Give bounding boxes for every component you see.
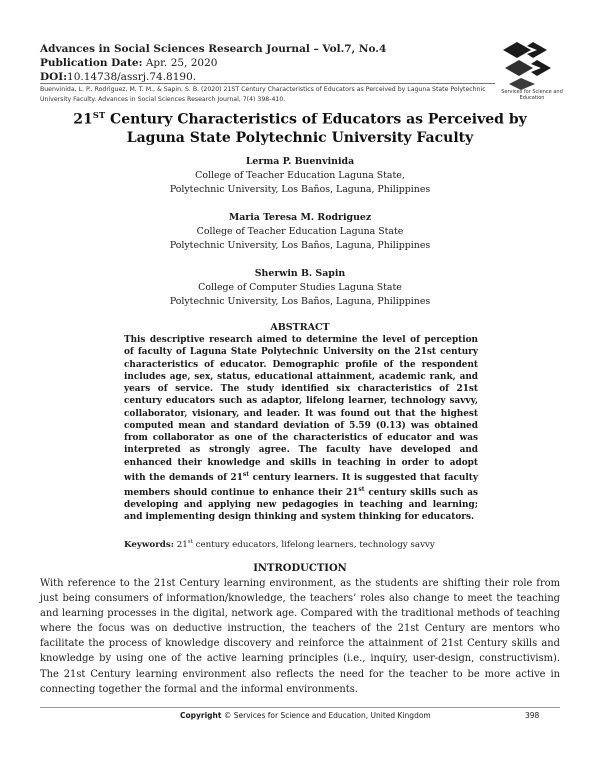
title-text: Century Characteristics of Educators as Perceived by Laguna State Polytechnic University Faculty (105, 111, 527, 146)
footer-copyright (180, 711, 510, 720)
title-number: 21 (73, 111, 93, 128)
doi-label: DOI: (40, 71, 68, 83)
author-affiliation: College of Computer Studies Laguna State (198, 282, 402, 293)
title-superscript: ST (92, 111, 106, 121)
author-block (60, 267, 540, 309)
abstract-part: This descriptive research aimed to determine the level of perception of faculty of Laguna State Polytechnic University on the 21st century characteristics of educator. Demographic profile of the respondent includes age, sex, status, educational attainment, academic rank, and years of service. The study identified six characteristics of 21st century educators such as adaptor, lifelong learner, technology savvy, collaborator, visionary, and leader. It was found out that the highest computed mean and standard deviation of 5.59 (0.13) was obtained from collaborator as one of the characteristics of educator and was interpreted as strongly agree. The faculty have developed and enhanced their knowledge and skills in teaching in order to adopt with the demands of 21 (124, 335, 478, 483)
abstract-heading: ABSTRACT (270, 322, 330, 333)
author-affiliation: Polytechnic University, Los Baños, Laguna, Philippines (169, 184, 431, 195)
copyright-text: © Services for Science and Education, United Kingdom (223, 711, 431, 720)
author-affiliation: Polytechnic University, Los Baños, Laguna, Philippines (169, 296, 431, 307)
doi-value[interactable]: 10.14738/assrj.74.8190. (67, 71, 197, 83)
footer-divider (40, 707, 560, 708)
citation: Buenvinida, L. P., Rodriguez, M. T. M., & Sapin, S. B. (2020) 21ST Century Characteristics of Educators as Perceived by Laguna State Polytechnic University Faculty. Advances in Social Sciences Research Journal, 7(4) 398-410. (40, 86, 486, 103)
paper-title (60, 107, 540, 147)
introduction-heading: INTRODUCTION (253, 563, 347, 574)
doi[interactable] (40, 71, 196, 83)
author-name: Sherwin B. Sapin (254, 268, 346, 279)
keywords-part: 21 (173, 539, 188, 550)
introduction-text: With reference to the 21st Century learning environment, as the students are shifting their role from just being consumers of information/knowledge, the teachers’ roles also change to meet the teaching and learning processes in the digital, network age. Compared with the traditional methods of teaching where the focus was on deductive instruction, the teachers of the 21st Century are mentors who facilitate the process of knowledge discovery and reinforce the attainment of 21st Century skills and knowledge by using one of the active learning principles (i.e., inquiry, user-design, constructivism). The 21st Century learning environment also reflects the need for the teacher to be more active in connecting together the formal and the informal environments. (40, 578, 560, 695)
author-block (60, 155, 540, 197)
author-affiliation: College of Teacher Education Laguna State (196, 226, 404, 237)
publication-date-label: Publication Date: (40, 57, 143, 69)
keywords-label: Keywords: (124, 539, 174, 550)
abstract-text (124, 334, 478, 524)
author-name: Maria Teresa M. Rodriguez (228, 212, 372, 223)
page-number: 398 (525, 711, 540, 720)
abstract-superscript: st (242, 470, 250, 478)
abstract-part: century learners. It is suggested that faculty members should continue to enhance their 21 (124, 472, 478, 498)
keywords (124, 539, 484, 550)
journal-title: Advances in Social Sciences Research Journal – Vol.7, No.4 (40, 43, 387, 55)
author-affiliation: Polytechnic University, Los Baños, Laguna, Philippines (169, 240, 431, 251)
keywords-part: century educators, lifelong learners, technology savvy (192, 539, 435, 550)
keywords-superscript: st (187, 539, 193, 545)
copyright-label: Copyright (180, 711, 222, 720)
abstract-part: century skills such as developing and applying new pedagogies in teaching and learning; and implementing design thinking and system thinking for educators. (124, 487, 479, 523)
publication-date-value: Apr. 25, 2020 (145, 57, 218, 69)
author-affiliation: College of Teacher Education Laguna State, (195, 170, 405, 181)
author-name: Lerma P. Buenvinida (245, 156, 355, 167)
header-divider (40, 83, 495, 84)
publication-date (40, 57, 217, 69)
logo-caption: Services for Science and Education (501, 89, 563, 101)
abstract-superscript: st (358, 485, 365, 493)
author-block (60, 211, 540, 253)
